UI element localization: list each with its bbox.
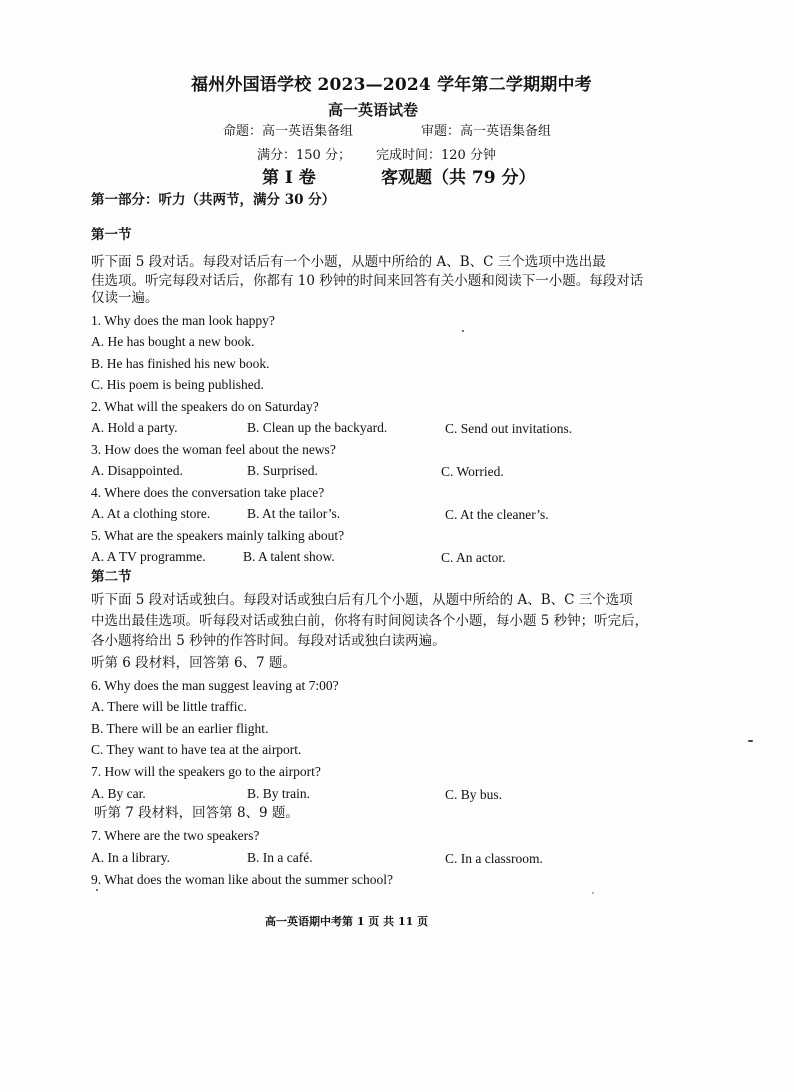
section-two-instructions-line: 各小题将给出 5 秒钟的作答时间。每段对话或独白读两遍。: [91, 633, 446, 649]
q8-option-a: A. In a library.: [91, 850, 170, 865]
q7-option-b: B. By train.: [247, 786, 310, 801]
q2-option-c: C. Send out invitations.: [445, 421, 573, 436]
question-1: 1. Why does the man look happy?: [91, 313, 275, 328]
q8-option-c: C. In a classroom.: [445, 851, 543, 866]
q7-option-a: A. By car.: [91, 786, 146, 801]
scan-speck: [462, 330, 464, 332]
q4-option-b: B. At the tailor’s.: [247, 506, 341, 521]
section-one-heading: 第一节: [91, 227, 132, 243]
time-limit: 完成时间：120 分钟: [376, 148, 496, 163]
section-one-instructions-line: 仅读一遍。: [91, 290, 159, 306]
question-5: 5. What are the speakers mainly talking about?: [91, 528, 345, 543]
q1-option-c: C. His poem is being published.: [91, 377, 264, 392]
q6-option-a: A. There will be little traffic.: [91, 699, 247, 714]
q1-option-b: B. He has finished his new book.: [91, 356, 270, 371]
volume-title: 客观题（共 79 分）: [381, 168, 536, 188]
question-6: 6. Why does the man suggest leaving at 7:00?: [91, 678, 339, 693]
full-score: 满分：150 分；: [257, 148, 351, 163]
section-two-instructions-line: 中选出最佳选项。听每段对话或独白前，你将有时间阅读各个小题，每小题 5 秒钟；听完后，: [91, 613, 649, 629]
q7-option-c: C. By bus.: [445, 787, 503, 802]
question-7: 7. How will the speakers go to the airport?: [91, 764, 321, 779]
q1-option-a: A. He has bought a new book.: [91, 334, 255, 349]
question-9: 9. What does the woman like about the summer school?: [91, 872, 393, 887]
q2-option-b: B. Clean up the backyard.: [247, 420, 388, 435]
q6-option-b: B. There will be an earlier flight.: [91, 721, 269, 736]
section-two-heading: 第二节: [91, 569, 132, 585]
exam-subtitle: 高一英语试卷: [328, 101, 419, 119]
q4-option-a: A. At a clothing store.: [91, 506, 211, 521]
scan-speck: [748, 740, 753, 742]
reviewer-info: 审题：高一英语集备组: [421, 124, 552, 139]
page-footer: 高一英语期中考第 1 页 共 11 页: [265, 915, 429, 928]
q3-option-a: A. Disappointed.: [91, 463, 183, 478]
q3-option-b: B. Surprised.: [247, 463, 318, 478]
question-4: 4. Where does the conversation take place?: [91, 485, 325, 500]
volume-label: 第 I 卷: [262, 168, 316, 188]
material-7-instruction: 听第 7 段材料，回答第 8、9 题。: [94, 805, 299, 821]
setter-info: 命题：高一英语集备组: [223, 124, 354, 139]
question-3: 3. How does the woman feel about the news?: [91, 442, 336, 457]
section-two-instructions-line: 听下面 5 段对话或独白。每段对话或独白后有几个小题，从题中所给的 A、B、C 三个选项: [91, 592, 633, 608]
q5-option-a: A. A TV programme.: [91, 549, 206, 564]
material-6-instruction: 听第 6 段材料，回答第 6、7 题。: [91, 655, 296, 671]
question-2: 2. What will the speakers do on Saturday?: [91, 399, 319, 414]
q6-option-c: C. They want to have tea at the airport.: [91, 742, 302, 757]
scan-speck: [592, 892, 594, 894]
q5-option-c: C. An actor.: [441, 550, 506, 565]
q2-option-a: A. Hold a party.: [91, 420, 178, 435]
q8-option-b: B. In a café.: [247, 850, 313, 865]
q5-option-b: B. A talent show.: [243, 549, 335, 564]
exam-title: 福州外国语学校 2023—2024 学年第二学期期中考: [191, 75, 592, 95]
q4-option-c: C. At the cleaner’s.: [445, 507, 549, 522]
question-8: 7. Where are the two speakers?: [91, 828, 260, 843]
q3-option-c: C. Worried.: [441, 464, 504, 479]
section-one-instructions-line: 听下面 5 段对话。每段对话后有一个小题，从题中所给的 A、B、C 三个选项中选出最: [91, 254, 606, 270]
part-one-heading: 第一部分：听力（共两节，满分 30 分）: [91, 192, 336, 208]
section-one-instructions-line: 佳选项。听完每段对话后，你都有 10 秒钟的时间来回答有关小题和阅读下一小题。每段对话: [91, 273, 644, 289]
scan-speck: [96, 889, 98, 891]
